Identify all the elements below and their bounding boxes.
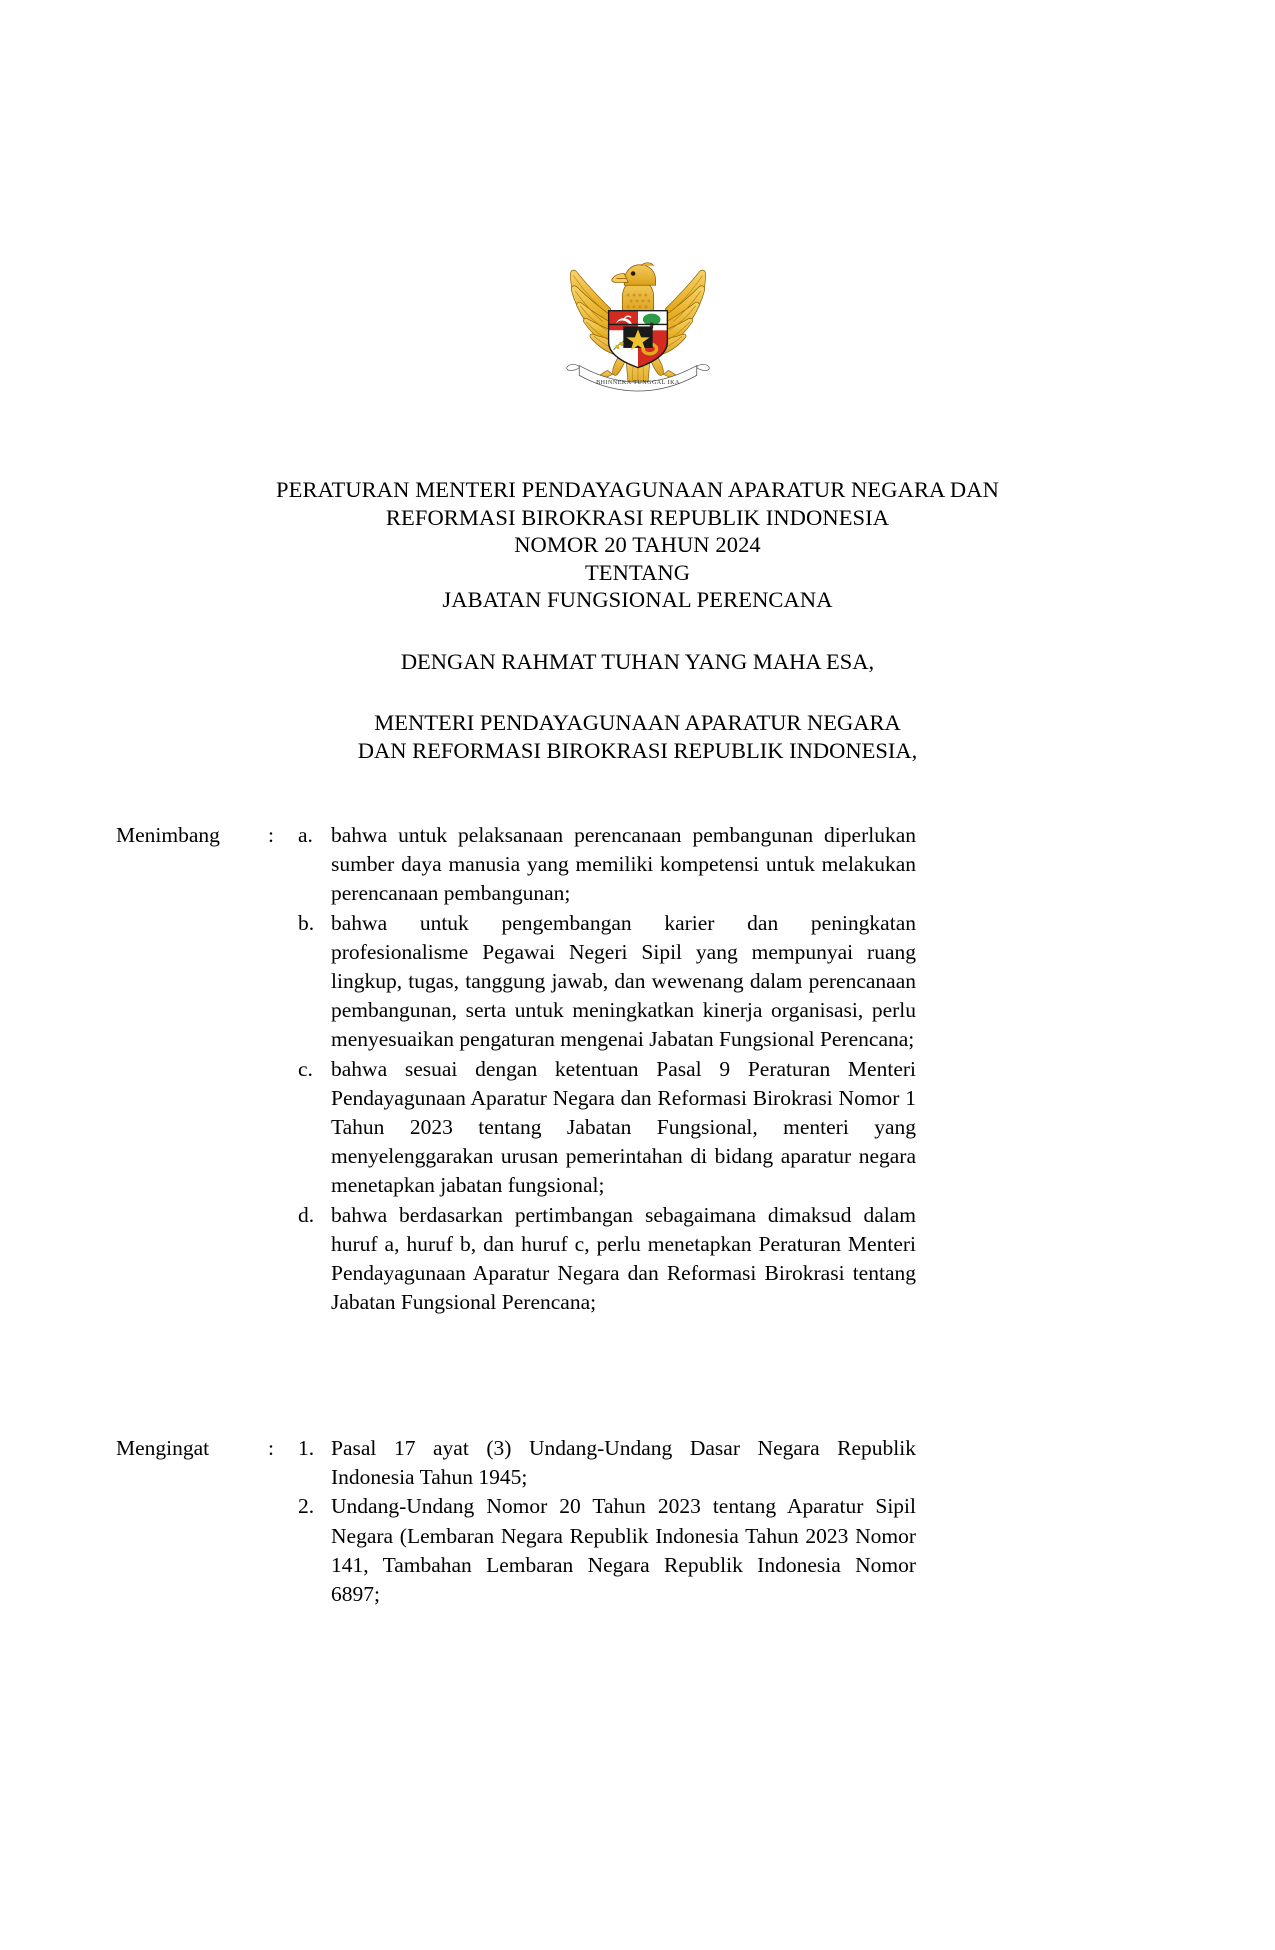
document-title <box>0 476 1275 614</box>
motto-text: BHINNEKA TUNGGAL IKA <box>595 380 680 387</box>
item-text: bahwa berdasarkan pertimbangan sebagaimana dimaksud dalam huruf a, huruf b, dan huruf c, perlu menetapkan Peraturan Menteri Pendayagunaan Aparatur Negara dan Reformasi Birokrasi tentang Jabatan Fungsional Perencana; <box>331 1202 916 1315</box>
issuer-line-1: MENTERI PENDAYAGUNAAN APARATUR NEGARA <box>374 710 901 735</box>
legal-basis-label: Mengingat <box>116 1436 210 1460</box>
title-line-tentang: TENTANG <box>584 559 691 585</box>
item-marker: c. <box>298 1056 313 1081</box>
invocation-block <box>0 648 1275 676</box>
garuda-pancasila-emblem <box>540 252 736 392</box>
issuer-line-2: DAN REFORMASI BIROKRASI REPUBLIK INDONESIA, <box>357 737 918 763</box>
title-line-number: NOMOR 20 TAHUN 2024 <box>514 532 761 557</box>
item-text: Undang-Undang Nomor 20 Tahun 2023 tentang Aparatur Sipil Negara (Lembaran Negara Republik Indonesia Tahun 2023 Nomor 141, Tambahan Lembaran Negara Republik Indonesia Nomor 6897; <box>331 1494 916 1607</box>
list-item <box>298 1201 916 1318</box>
invocation-line: DENGAN RAHMAT TUHAN YANG MAHA ESA, <box>400 649 875 674</box>
list-item <box>298 909 916 1055</box>
title-line-1: PERATURAN MENTERI PENDAYAGUNAAN APARATUR NEGARA DAN <box>276 477 999 502</box>
item-text: bahwa untuk pelaksanaan perencanaan pembangunan diperlukan sumber daya manusia yang memiliki kompetensi untuk melakukan perencanaan pembangunan; <box>331 823 916 906</box>
item-text: Pasal 17 ayat (3) Undang-Undang Dasar Negara Republik Indonesia Tahun 1945; <box>331 1436 916 1490</box>
considerans-section <box>116 821 916 1317</box>
emblem-container <box>0 252 1275 392</box>
legal-basis-colon: : <box>268 1436 274 1460</box>
item-marker: 2. <box>298 1494 315 1519</box>
list-item <box>298 1434 916 1492</box>
garuda-head <box>611 263 655 286</box>
garuda-eye <box>630 271 635 276</box>
list-item <box>298 1492 916 1609</box>
list-item <box>298 821 916 909</box>
item-marker: b. <box>298 910 315 935</box>
item-marker: 1. <box>298 1436 315 1460</box>
title-line-subject: JABATAN FUNGSIONAL PERENCANA <box>442 587 833 612</box>
item-text: bahwa sesuai dengan ketentuan Pasal 9 Peraturan Menteri Pendayagunaan Aparatur Negara dan Reformasi Birokrasi Nomor 1 Tahun 2023 tentang Jabatan Fungsional, menteri yang menyelenggarakan urusan pemerintahan di bidang aparatur negara menetapkan jabatan fungsional; <box>331 1056 916 1198</box>
considerans-label: Menimbang <box>116 823 220 847</box>
issuer-block <box>0 709 1275 764</box>
considerans-colon: : <box>268 823 274 847</box>
list-item <box>298 1055 916 1201</box>
item-marker: a. <box>298 823 313 847</box>
title-line-2: REFORMASI BIROKRASI REPUBLIK INDONESIA <box>385 504 890 530</box>
item-marker: d. <box>298 1202 315 1227</box>
considerans-items <box>298 821 916 1317</box>
item-text: bahwa untuk pengembangan karier dan peningkatan profesionalisme Pegawai Negeri Sipil yang mempunyai ruang lingkup, tugas, tanggung jawab, dan wewenang dalam perencanaan pembangunan, serta untuk meningkatkan kinerja organisasi, perlu menyesuaikan pengaturan mengenai Jabatan Fungsional Perencana; <box>331 910 916 1052</box>
legal-basis-items <box>298 1434 916 1609</box>
legal-basis-section <box>116 1434 916 1609</box>
